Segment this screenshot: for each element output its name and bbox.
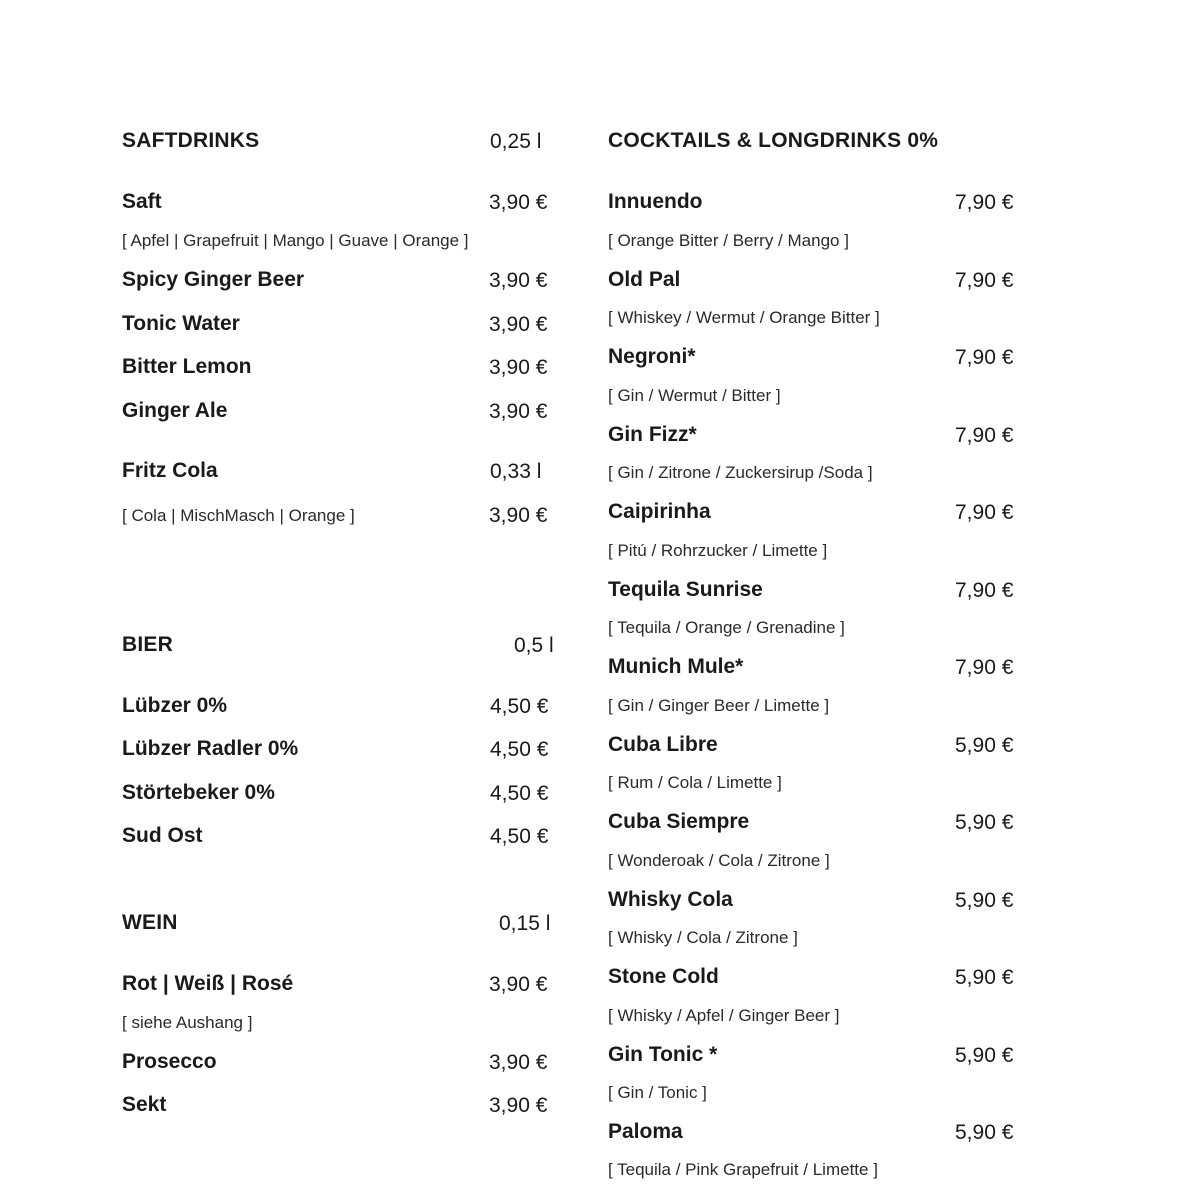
item-description: [ Gin / Tonic ] xyxy=(608,1083,707,1102)
item-price: 7,90 € xyxy=(955,269,1014,292)
item-name: Prosecco xyxy=(122,1050,217,1073)
item-name: Tequila Sunrise xyxy=(608,578,763,601)
item-price: 4,50 € xyxy=(490,825,549,848)
item-description: [ Whisky / Cola / Zitrone ] xyxy=(608,928,798,947)
item-description: [ Wonderoak / Cola / Zitrone ] xyxy=(608,851,830,870)
item-price: 4,50 € xyxy=(490,782,549,805)
section-heading-saftdrinks: SAFTDRINKS xyxy=(122,129,260,152)
fritz-volume: 0,33 l xyxy=(490,460,542,483)
item-name: Gin Fizz* xyxy=(608,423,697,446)
item-price: 3,90 € xyxy=(489,973,548,996)
item-description: [ Gin / Ginger Beer / Limette ] xyxy=(608,696,830,715)
item-description: [ Whisky / Apfel / Ginger Beer ] xyxy=(608,1006,840,1025)
item-price: 3,90 € xyxy=(489,191,548,214)
item-description: [ Orange Bitter / Berry / Mango ] xyxy=(608,231,849,250)
item-name: Negroni* xyxy=(608,345,696,368)
item-price: 7,90 € xyxy=(955,191,1014,214)
item-price: 5,90 € xyxy=(955,811,1014,834)
item-name: Munich Mule* xyxy=(608,655,744,678)
item-price: 5,90 € xyxy=(955,1121,1014,1144)
item-price: 7,90 € xyxy=(955,424,1014,447)
item-price: 3,90 € xyxy=(489,1051,548,1074)
item-price: 4,50 € xyxy=(490,695,549,718)
item-price: 5,90 € xyxy=(955,966,1014,989)
item-price: 4,50 € xyxy=(490,738,549,761)
item-name: Paloma xyxy=(608,1120,683,1143)
item-name: Stone Cold xyxy=(608,965,719,988)
item-price: 3,90 € xyxy=(489,269,548,292)
section-heading-cocktails: COCKTAILS & LONGDRINKS 0% xyxy=(608,129,939,152)
section-heading-bier: BIER xyxy=(122,633,173,656)
item-name: Old Pal xyxy=(608,268,681,291)
item-name: Spicy Ginger Beer xyxy=(122,268,305,291)
item-name: Fritz Cola xyxy=(122,459,218,482)
item-name: Ginger Ale xyxy=(122,399,228,422)
saft-volume: 0,25 l xyxy=(490,130,542,153)
item-price: 3,90 € xyxy=(489,1094,548,1117)
item-price: 7,90 € xyxy=(955,501,1014,524)
item-price: 3,90 € xyxy=(489,356,548,379)
item-price: 7,90 € xyxy=(955,579,1014,602)
item-name: Bitter Lemon xyxy=(122,355,252,378)
item-price: 5,90 € xyxy=(955,889,1014,912)
item-name: Sud Ost xyxy=(122,824,203,847)
item-description: [ Pitú / Rohrzucker / Limette ] xyxy=(608,541,828,560)
item-name: Lübzer Radler 0% xyxy=(122,737,299,760)
item-name: Cuba Siempre xyxy=(608,810,750,833)
section-heading-wein: WEIN xyxy=(122,911,178,934)
item-name: Whisky Cola xyxy=(608,888,733,911)
item-name: Sekt xyxy=(122,1093,167,1116)
item-description: [ Apfel | Grapefruit | Mango | Guave | Orange ] xyxy=(122,231,469,250)
item-description: [ Rum / Cola / Limette ] xyxy=(608,773,782,792)
item-price: 7,90 € xyxy=(955,346,1014,369)
item-name: Cuba Libre xyxy=(608,733,718,756)
item-name: Innuendo xyxy=(608,190,703,213)
item-name: Lübzer 0% xyxy=(122,694,228,717)
item-description: [ Gin / Wermut / Bitter ] xyxy=(608,386,781,405)
item-name: Saft xyxy=(122,190,162,213)
wein-volume: 0,15 l xyxy=(499,912,551,935)
item-price: 3,90 € xyxy=(489,400,548,423)
item-description: [ Gin / Zitrone / Zuckersirup /Soda ] xyxy=(608,463,873,482)
item-name: Tonic Water xyxy=(122,312,240,335)
bier-volume: 0,5 l xyxy=(514,634,554,657)
item-price: 5,90 € xyxy=(955,734,1014,757)
item-description: [ Tequila / Orange / Grenadine ] xyxy=(608,618,845,637)
item-name: Caipirinha xyxy=(608,500,711,523)
item-description: [ Tequila / Pink Grapefruit / Limette ] xyxy=(608,1160,878,1179)
item-description: [ Cola | MischMasch | Orange ] xyxy=(122,506,355,525)
item-name: Störtebeker 0% xyxy=(122,781,275,804)
item-price: 5,90 € xyxy=(955,1044,1014,1067)
item-price: 3,90 € xyxy=(489,313,548,336)
item-name: Rot | Weiß | Rosé xyxy=(122,972,294,995)
item-price: 3,90 € xyxy=(489,504,548,527)
item-description: [ siehe Aushang ] xyxy=(122,1013,253,1032)
item-price: 7,90 € xyxy=(955,656,1014,679)
item-description: [ Whiskey / Wermut / Orange Bitter ] xyxy=(608,308,880,327)
item-name: Gin Tonic * xyxy=(608,1043,718,1066)
